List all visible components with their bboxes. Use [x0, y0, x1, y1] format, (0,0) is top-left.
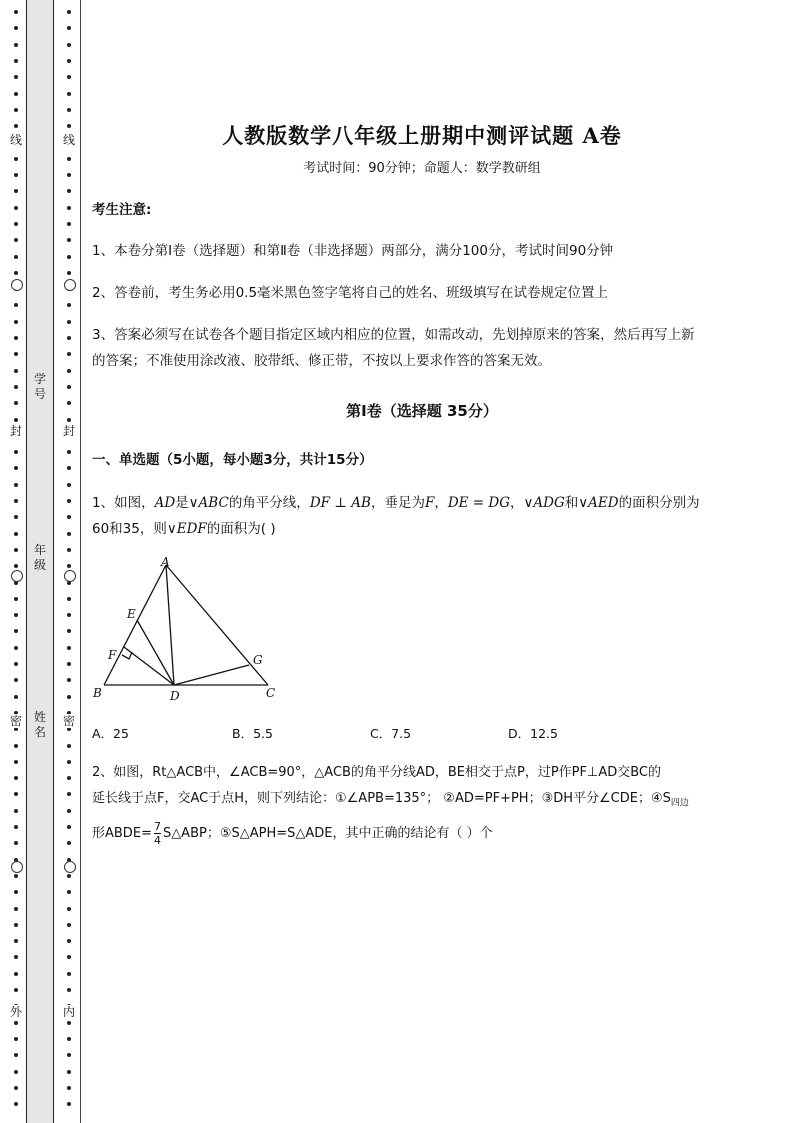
dot: [14, 597, 18, 601]
vertex-label-d: D: [170, 689, 180, 703]
dot: [67, 515, 71, 519]
dot: [67, 662, 71, 666]
dot: [67, 1021, 71, 1025]
dot: [14, 776, 18, 780]
question-1-line-2: 60和35，则∨EDF的面积为( ): [92, 521, 276, 537]
dot: [67, 613, 71, 617]
dot: [14, 43, 18, 47]
dot: [67, 271, 71, 275]
dot: [67, 222, 71, 226]
vertex-label-b: B: [93, 686, 102, 700]
dot: [14, 108, 18, 112]
dot: [67, 597, 71, 601]
dot: [67, 1070, 71, 1074]
dot: [67, 776, 71, 780]
student-id-field[interactable]: [26, 372, 54, 402]
option-d[interactable]: D．12.5: [508, 726, 558, 741]
dot: [14, 825, 18, 829]
dot: [14, 450, 18, 454]
dot: [67, 825, 71, 829]
dot: [14, 646, 18, 650]
dot: [14, 972, 18, 976]
dot: [14, 173, 18, 177]
seal-circle: [64, 279, 76, 291]
dot: [67, 499, 71, 503]
field-label-char: 年: [33, 543, 46, 557]
dot: [14, 336, 18, 340]
dot: [14, 564, 18, 568]
seal-char-wai: 外: [6, 1005, 26, 1019]
seal-circle: [64, 570, 76, 582]
seal-char-feng: 封: [6, 424, 26, 438]
dot: [14, 923, 18, 927]
dot: [14, 1102, 18, 1106]
exam-title: 人教版数学八年级上册期中测评试题 A卷: [222, 123, 622, 148]
dot: [14, 678, 18, 682]
seal-char-xian: 线: [59, 133, 79, 147]
dot: [14, 466, 18, 470]
option-c[interactable]: C．7.5: [370, 726, 412, 741]
margin-border-line: [80, 0, 81, 1123]
outer-dotted-line: [10, 2, 24, 1120]
dot: [14, 369, 18, 373]
dot: [67, 466, 71, 470]
field-label-char: 姓: [33, 710, 46, 724]
dot: [67, 206, 71, 210]
dot: [67, 75, 71, 79]
name-field[interactable]: [26, 710, 54, 740]
notice-item-3: 3、答案必须写在试卷各个题目指定区域内相应的位置，如需改动，先划掉原来的答案，然后再写上新: [92, 327, 695, 343]
dot: [14, 515, 18, 519]
seal-char-mi: 密: [59, 714, 79, 728]
dot: [14, 907, 18, 911]
vertex-label-f: F: [108, 648, 117, 662]
field-label-char: 级: [33, 558, 46, 572]
dot: [14, 939, 18, 943]
dot: [14, 1021, 18, 1025]
vertex-label-g: G: [253, 653, 263, 667]
dot: [14, 59, 18, 63]
dot: [67, 874, 71, 878]
question-1-line-1: 1、如图，AD是∨ABC的角平分线，DF ⊥ AB，垂足为F，DE = DG，∨ADG和∨AED的面积分别为: [92, 495, 700, 511]
dot: [67, 238, 71, 242]
dot: [67, 988, 71, 992]
dot: [14, 629, 18, 633]
grade-field[interactable]: [26, 543, 54, 573]
dot: [67, 1053, 71, 1057]
dot: [14, 26, 18, 30]
dot: [67, 955, 71, 959]
dot: [14, 303, 18, 307]
seal-char-mi: 密: [6, 714, 26, 728]
dot: [67, 255, 71, 259]
dot: [14, 157, 18, 161]
dot: [14, 792, 18, 796]
dot: [14, 255, 18, 259]
dot: [14, 874, 18, 878]
dot: [14, 532, 18, 536]
dot: [67, 939, 71, 943]
seal-circle: [11, 861, 23, 873]
dot: [14, 613, 18, 617]
dot: [67, 841, 71, 845]
dot: [67, 972, 71, 976]
dot: [14, 1053, 18, 1057]
dot: [67, 809, 71, 813]
dot: [14, 1086, 18, 1090]
option-a[interactable]: A．25: [92, 726, 129, 741]
dot: [14, 124, 18, 128]
dot: [67, 43, 71, 47]
dot: [14, 10, 18, 14]
seal-char-xian: 线: [6, 133, 26, 147]
dot: [67, 532, 71, 536]
dot: [14, 1037, 18, 1041]
notice-heading: 考生注意:: [92, 202, 152, 218]
dot: [67, 352, 71, 356]
vertex-label-e: E: [127, 607, 136, 621]
seal-char-feng: 封: [59, 424, 79, 438]
dot: [14, 320, 18, 324]
dot: [67, 646, 71, 650]
dot: [67, 92, 71, 96]
dot: [14, 809, 18, 813]
part-heading: 一、单选题（5小题，每小题3分，共计15分）: [92, 452, 373, 468]
dot: [67, 418, 71, 422]
dot: [14, 548, 18, 552]
dot: [14, 890, 18, 894]
section-title: 第I卷（选择题 35分）: [346, 402, 498, 420]
seal-circle: [11, 570, 23, 582]
binding-margin: [0, 0, 86, 1123]
field-label-char: 号: [33, 387, 46, 401]
dot: [67, 760, 71, 764]
vertex-label-c: C: [266, 686, 276, 700]
question-1-figure: [92, 555, 292, 705]
question-2-line-3: 形ABDE= $\frac{7}{4}$ S△ABP；⑤S△APH=S△ADE，其中正确的结论有（ ）个: [92, 820, 493, 847]
exam-subtitle: 考试时间：90分钟；命题人：数学教研组: [303, 161, 541, 176]
inner-dotted-line: [63, 2, 77, 1120]
dot: [67, 189, 71, 193]
dot: [14, 955, 18, 959]
dot: [67, 173, 71, 177]
seal-circle: [64, 861, 76, 873]
vertex-label-a: A: [161, 555, 170, 569]
dot: [67, 124, 71, 128]
notice-item-3-cont: 的答案；不准使用涂改液、胶带纸、修正带，不按以上要求作答的答案无效。: [92, 353, 551, 369]
dot: [67, 483, 71, 487]
dot: [14, 222, 18, 226]
dot: [14, 189, 18, 193]
dot: [67, 336, 71, 340]
dot: [67, 369, 71, 373]
field-label-char: 名: [33, 725, 46, 739]
seal-char-nei: 内: [59, 1005, 79, 1019]
dot: [14, 206, 18, 210]
dot: [67, 10, 71, 14]
dot: [14, 760, 18, 764]
dot: [67, 890, 71, 894]
dot: [67, 26, 71, 30]
dot: [67, 678, 71, 682]
field-label-char: 学: [33, 372, 46, 386]
dot: [67, 629, 71, 633]
dot: [14, 385, 18, 389]
question-2-line-2: 延长线于点F，交AC于点H，则下列结论：①∠APB=135°； ②AD=PF+PH；③DH平分∠CDE；$④S_{四边}$: [92, 791, 689, 809]
dot: [67, 320, 71, 324]
dot: [14, 988, 18, 992]
question-2-line-1: 2、如图，Rt△ACB中，∠ACB=90°，△ACB的角平分线AD，BE相交于点P，过P作PF⊥AD交BC的: [92, 765, 661, 780]
dot: [67, 385, 71, 389]
dot: [67, 303, 71, 307]
dot: [14, 352, 18, 356]
dot: [67, 548, 71, 552]
dot: [67, 907, 71, 911]
dot: [14, 1070, 18, 1074]
dot: [67, 744, 71, 748]
dot: [14, 483, 18, 487]
dot: [14, 744, 18, 748]
dot: [67, 564, 71, 568]
dot: [14, 841, 18, 845]
dot: [14, 695, 18, 699]
dot: [14, 238, 18, 242]
dot: [67, 1037, 71, 1041]
dot: [14, 418, 18, 422]
dot: [14, 92, 18, 96]
dot: [67, 792, 71, 796]
option-b[interactable]: B．5.5: [232, 726, 273, 741]
dot: [67, 923, 71, 927]
dot: [67, 59, 71, 63]
dot: [14, 75, 18, 79]
dot: [67, 695, 71, 699]
dot: [67, 108, 71, 112]
dot: [67, 450, 71, 454]
seal-circle: [11, 279, 23, 291]
dot: [67, 1102, 71, 1106]
dot: [14, 401, 18, 405]
dot: [67, 401, 71, 405]
dot: [67, 157, 71, 161]
dot: [14, 662, 18, 666]
notice-item-2: 2、答卷前，考生务必用0.5毫米黑色签字笔将自己的姓名、班级填写在试卷规定位置上: [92, 285, 609, 301]
dot: [14, 271, 18, 275]
notice-item-1: 1、本卷分第I卷（选择题）和第Ⅱ卷（非选择题）两部分，满分100分，考试时间90分钟: [92, 243, 614, 259]
dot: [67, 1086, 71, 1090]
dot: [14, 499, 18, 503]
